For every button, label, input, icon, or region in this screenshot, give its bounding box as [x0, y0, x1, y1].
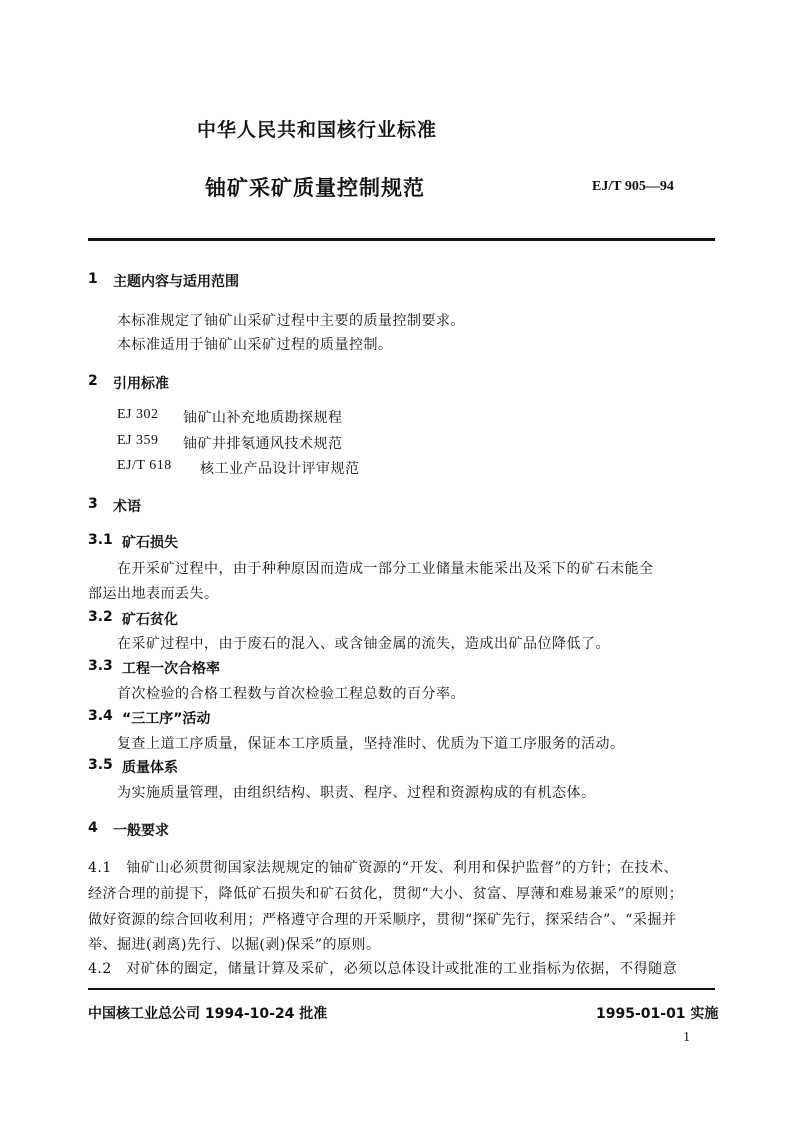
- paragraph-4-1-line: 经济合理的前提下，降低矿石损失和矿石贫化，贯彻“大小、贫富、厚薄和难易兼采”的原则；: [88, 886, 684, 902]
- term-name: “三工序”活动: [122, 711, 211, 727]
- implementation-date: 1995-01-01 实施: [596, 1006, 719, 1022]
- ref-title: 核工业产品设计评审规范: [200, 461, 360, 477]
- ref-code: EJ/T 618: [117, 458, 172, 473]
- approval-note: 中国核工业总公司 1994-10-24 批准: [88, 1006, 328, 1022]
- term-name: 矿石损失: [122, 535, 178, 551]
- ref-code: EJ 302: [117, 407, 159, 422]
- paragraph-4-1-line: 4.1 铀矿山必须贯彻国家法规规定的铀矿资源的“开发、利用和保护监督”的方针；在技术、: [88, 860, 679, 876]
- footer-rule: [88, 988, 715, 990]
- section-1-number: 1: [88, 271, 98, 287]
- term-number: 3.4: [88, 708, 113, 724]
- header-rule: [88, 238, 715, 241]
- term-number: 3.5: [88, 757, 113, 773]
- term-definition: 为实施质量管理，由组织结构、职责、程序、过程和资源构成的有机态体。: [117, 785, 596, 801]
- section-1-heading: 主题内容与适用范围: [113, 274, 239, 290]
- paragraph-4-2-line: 4.2 对矿体的圈定，储量计算及采矿，必须以总体设计或批准的工业指标为依据，不得随意: [88, 961, 678, 977]
- ref-title: 铀矿井排氡通风技术规范: [183, 436, 343, 452]
- doc-title: 铀矿采矿质量控制规范: [205, 176, 425, 200]
- section-1-line-2: 本标准适用于铀矿山采矿过程的质量控制。: [117, 337, 393, 353]
- section-3-heading: 术语: [113, 499, 141, 515]
- term-number: 3.3: [88, 658, 113, 674]
- org-title: 中华人民共和国核行业标准: [197, 119, 438, 141]
- paragraph-4-1-line: 做好资源的综合回收利用；严格遵守合理的开采顺序，贯彻“探矿先行，探采结合”、“采掘并: [88, 912, 677, 928]
- term-number: 3.2: [88, 609, 113, 625]
- term-definition: 在开采矿过程中，由于种种原因而造成一部分工业储量未能采出及采下的矿石未能全: [117, 561, 654, 577]
- section-3-number: 3: [88, 496, 98, 512]
- term-name: 质量体系: [122, 760, 178, 776]
- doc-code: EJ/T 905—94: [592, 179, 674, 194]
- page-number: 1: [683, 1030, 690, 1045]
- section-2-heading: 引用标准: [113, 376, 169, 392]
- term-number: 3.1: [88, 532, 113, 548]
- section-1-line-1: 本标准规定了铀矿山采矿过程中主要的质量控制要求。: [117, 313, 465, 329]
- section-4-number: 4: [88, 820, 98, 836]
- term-definition: 首次检验的合格工程数与首次检验工程总数的百分率。: [117, 686, 465, 702]
- ref-title: 铀矿山补充地质勘探规程: [183, 410, 343, 426]
- section-2-number: 2: [88, 373, 98, 389]
- paragraph-4-1-line: 举、掘进(剥离)先行、以掘(剥)保采”的原则。: [88, 937, 381, 953]
- ref-code: EJ 359: [117, 433, 159, 448]
- term-name: 矿石贫化: [122, 612, 178, 628]
- term-definition: 在采矿过程中，由于废石的混入、或含铀金属的流失，造成出矿品位降低了。: [117, 636, 610, 652]
- term-name: 工程一次合格率: [122, 661, 220, 677]
- section-4-heading: 一般要求: [113, 823, 169, 839]
- term-definition: 部运出地表而丢失。: [88, 586, 219, 602]
- term-definition: 复查上道工序质量，保证本工序质量，坚持准时、优质为下道工序服务的活动。: [117, 736, 625, 752]
